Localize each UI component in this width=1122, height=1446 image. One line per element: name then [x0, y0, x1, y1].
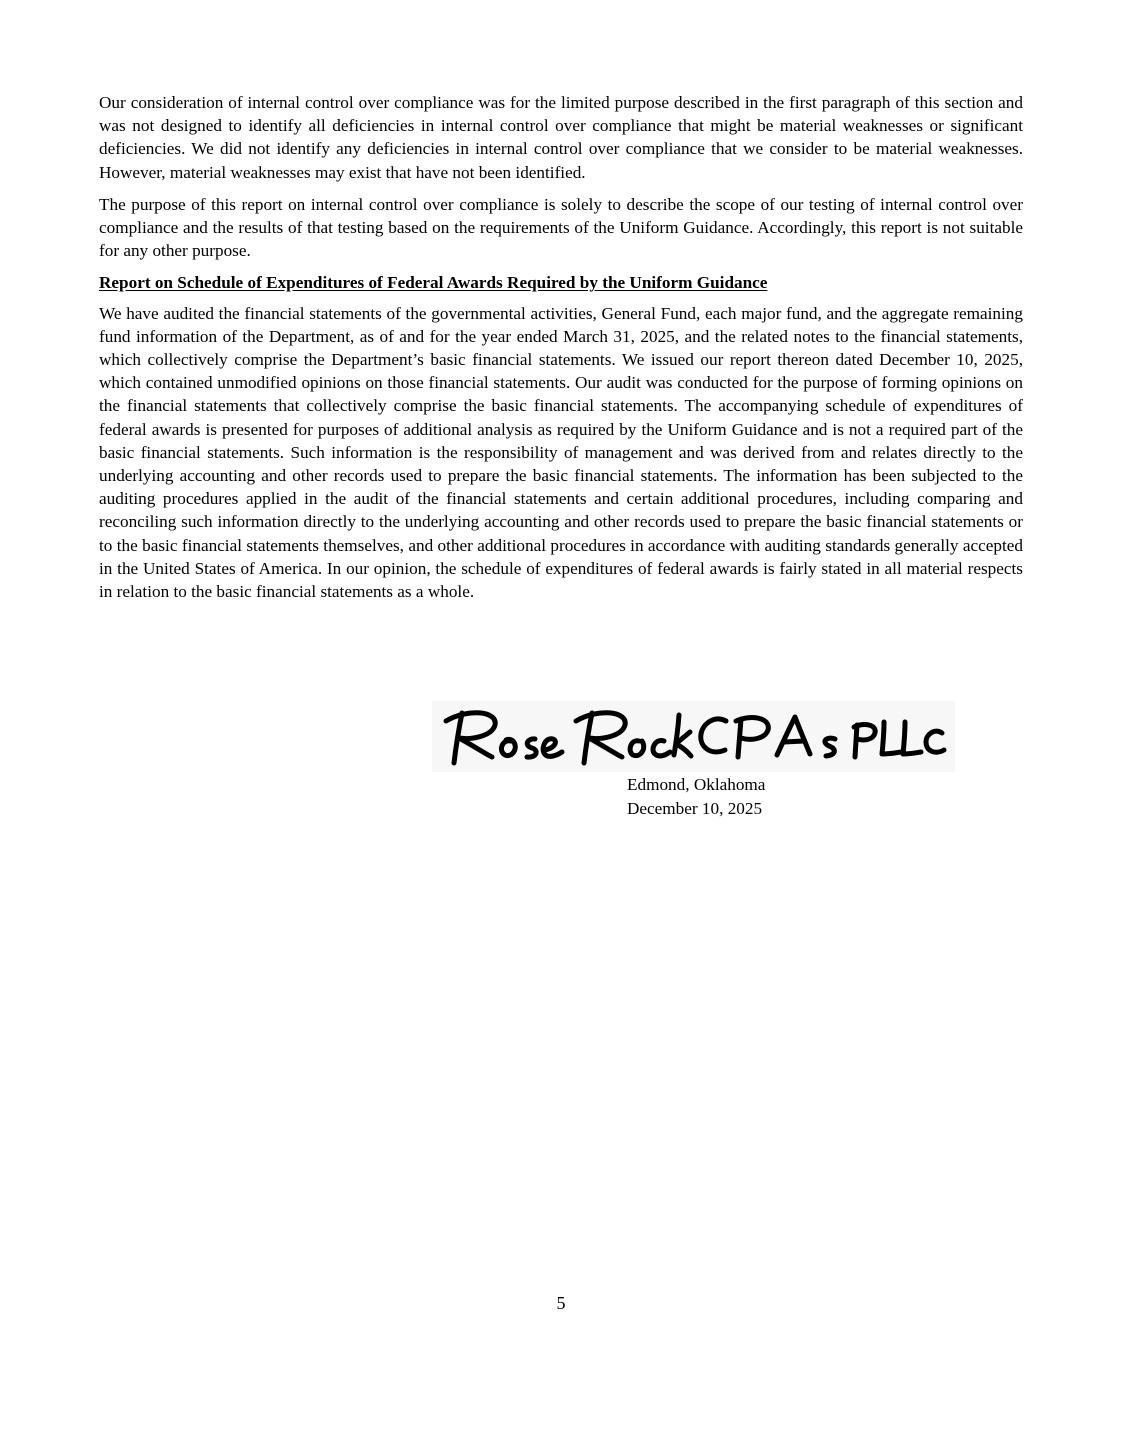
paragraph-schedule-opinion: We have audited the financial statements of the governmental activities, General Fund, each major fund, and the aggregate remaining fund information of the Department, as of and for the year ended March 31, 2025, and the related notes to the financial statements, which collectively comprise the Department’s basic financial statements. We issued our report thereon dated December 10, 2025, which contained unmodified opinions on those financial statements. Our audit was conducted for the purpose of forming opinions on the financial statements that collectively comprise the basic financial statements. The accompanying schedule of expenditures of federal awards is presented for purposes of additional analysis as required by the Uniform Guidance and is not a required part of the basic financial statements. Such information is the responsibility of management and was derived from and relates directly to the underlying accounting and other records used to prepare the basic financial statements. The information has been subjected to the auditing procedures applied in the audit of the financial statements and certain additional procedures, including comparing and reconciling such information directly to the underlying accounting and other records used to prepare the basic financial statements or to the basic financial statements themselves, and other additional procedures in accordance with auditing standards generally accepted in the United States of America. In our opinion, the schedule of expenditures of federal awards is fairly stated in all material respects in relation to the basic financial statements as a whole. — [99, 303, 1023, 602]
handwritten-signature-icon — [432, 701, 955, 772]
signature-block — [627, 773, 765, 820]
firm-signature — [432, 701, 955, 772]
section-heading: Report on Schedule of Expenditures of Federal Awards Required by the Uniform Guidance — [99, 273, 768, 293]
paragraph-report-purpose: The purpose of this report on internal control over compliance is solely to describe the scope of our testing of internal control over compliance and the results of that testing based on the requirements of the Uniform Guidance. Accordingly, this report is not suitable for any other purpose. — [99, 194, 1023, 261]
firm-location: Edmond, Oklahoma — [627, 775, 766, 794]
report-body — [99, 91, 1023, 612]
page-number: 5 — [556, 1293, 566, 1313]
paragraph-internal-control-consideration: Our consideration of internal control over compliance was for the limited purpose described in the first paragraph of this section and was not designed to identify all deficiencies in internal control over compliance that might be material weaknesses or significant deficiencies. We did not identify any deficiencies in internal control over compliance that we consider to be material weaknesses. However, material weaknesses may exist that have not been identified. — [99, 93, 1023, 182]
report-date: December 10, 2025 — [627, 798, 763, 818]
